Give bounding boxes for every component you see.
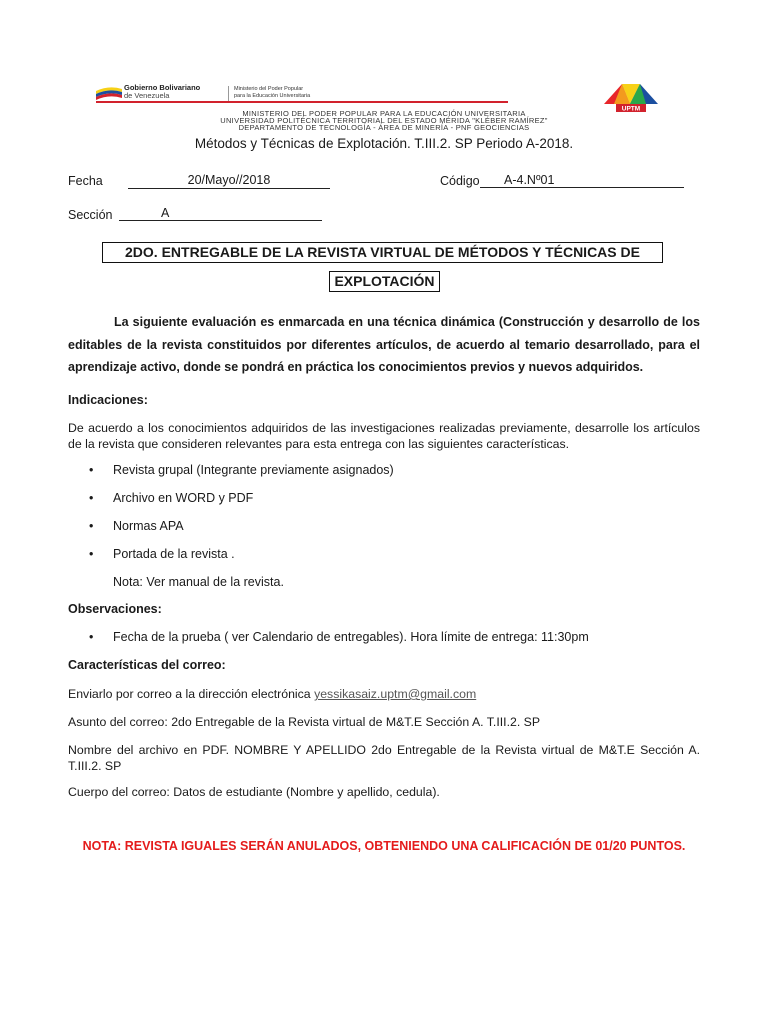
- correo-line-email: [68, 686, 700, 702]
- uptm-logo-label: UPTM: [621, 105, 641, 113]
- header-red-rule: [96, 101, 508, 103]
- banner-title-line-1: 2DO. ENTREGABLE DE LA REVISTA VIRTUAL DE MÉTODOS Y TÉCNICAS DE: [102, 242, 663, 263]
- indicaciones-heading: Indicaciones:: [68, 393, 148, 407]
- seccion-value: A: [119, 206, 322, 221]
- list-item: Portada de la revista .: [113, 547, 235, 561]
- course-title: Métodos y Técnicas de Explotación. T.III.2. SP Periodo A-2018.: [194, 136, 574, 151]
- gobierno-bolivariano-text: Gobierno Bolivariano de Venezuela: [124, 83, 201, 100]
- venezuela-flag-logo: [96, 86, 122, 100]
- intro-paragraph: La siguiente evaluación es enmarcada en una técnica dinámica (Construcción y desarrollo de los editables de la revista constituidos por diferentes artículos, de acuerdo al temario desarrollado, para el aprendizaje activo, donde se pondrá en práctica los conocimientos previos y nuevos adquiridos.: [68, 315, 700, 374]
- fecha-value: 20/Mayo//2018: [128, 173, 330, 189]
- institution-line-2: UNIVERSIDAD POLITÉCNICA TERRITORIAL DEL ESTADO MÉRIDA "KLÉBER RAMÍREZ": [220, 116, 548, 125]
- bullet-icon: •: [89, 463, 94, 477]
- list-item: Archivo en WORD y PDF: [113, 491, 254, 505]
- codigo-value: A-4.Nº01: [480, 173, 684, 188]
- observaciones-item: Fecha de la prueba ( ver Calendario de entregables). Hora límite de entrega: 11:30pm: [113, 630, 589, 644]
- indicaciones-text: De acuerdo a los conocimientos adquiridos de las investigaciones realizadas previamente, desarrolle los artículos de la revista que consideren relevantes para esta entrega con las siguientes características.: [68, 421, 700, 451]
- codigo-label: Código: [440, 174, 480, 188]
- correo-cuerpo: Cuerpo del correo: Datos de estudiante (Nombre y apellido, cedula).: [68, 785, 440, 799]
- list-item: Revista grupal (Integrante previamente asignados): [113, 463, 394, 477]
- bullet-icon: •: [89, 491, 94, 505]
- correo-asunto: Asunto del correo: 2do Entregable de la Revista virtual de M&T.E Sección A. T.III.2. SP: [68, 715, 541, 729]
- observaciones-heading: Observaciones:: [68, 602, 162, 616]
- nota-manual: Nota: Ver manual de la revista.: [113, 575, 284, 589]
- bullet-icon: •: [89, 519, 94, 533]
- correo-line-prefix: Enviarlo por correo a la dirección electrónica: [68, 687, 315, 701]
- fecha-label: Fecha: [68, 174, 103, 188]
- banner-title-line-2: EXPLOTACIÓN: [329, 271, 440, 292]
- logo-separator: [228, 86, 229, 102]
- institution-line-1: MINISTERIO DEL PODER POPULAR PARA LA EDUCACIÓN UNIVERSITARIA: [242, 109, 526, 118]
- email-link[interactable]: yessikasaiz.uptm@gmail.com: [314, 687, 477, 701]
- seccion-label: Sección: [68, 208, 113, 222]
- bullet-icon: •: [89, 547, 94, 561]
- correo-heading: Características del correo:: [68, 658, 226, 672]
- uptm-logo: [600, 80, 662, 114]
- nota-final: NOTA: REVISTA IGUALES SERÁN ANULADOS, OBTENIENDO UNA CALIFICACIÓN DE 01/20 PUNTOS.: [82, 839, 686, 853]
- bullet-icon: •: [89, 630, 94, 644]
- list-item: Normas APA: [113, 519, 184, 533]
- ministry-logo-text: Ministerio del Poder Popular para la Educación Universitaria: [234, 86, 311, 99]
- institution-line-3: DEPARTAMENTO DE TECNOLOGÍA - ÁREA DE MINERÍA - PNF GEOCIENCIAS: [238, 123, 530, 132]
- correo-nombre-archivo: Nombre del archivo en PDF. NOMBRE Y APELLIDO 2do Entregable de la Revista virtual de M&T.E Sección A. T.III.2. SP: [68, 743, 700, 773]
